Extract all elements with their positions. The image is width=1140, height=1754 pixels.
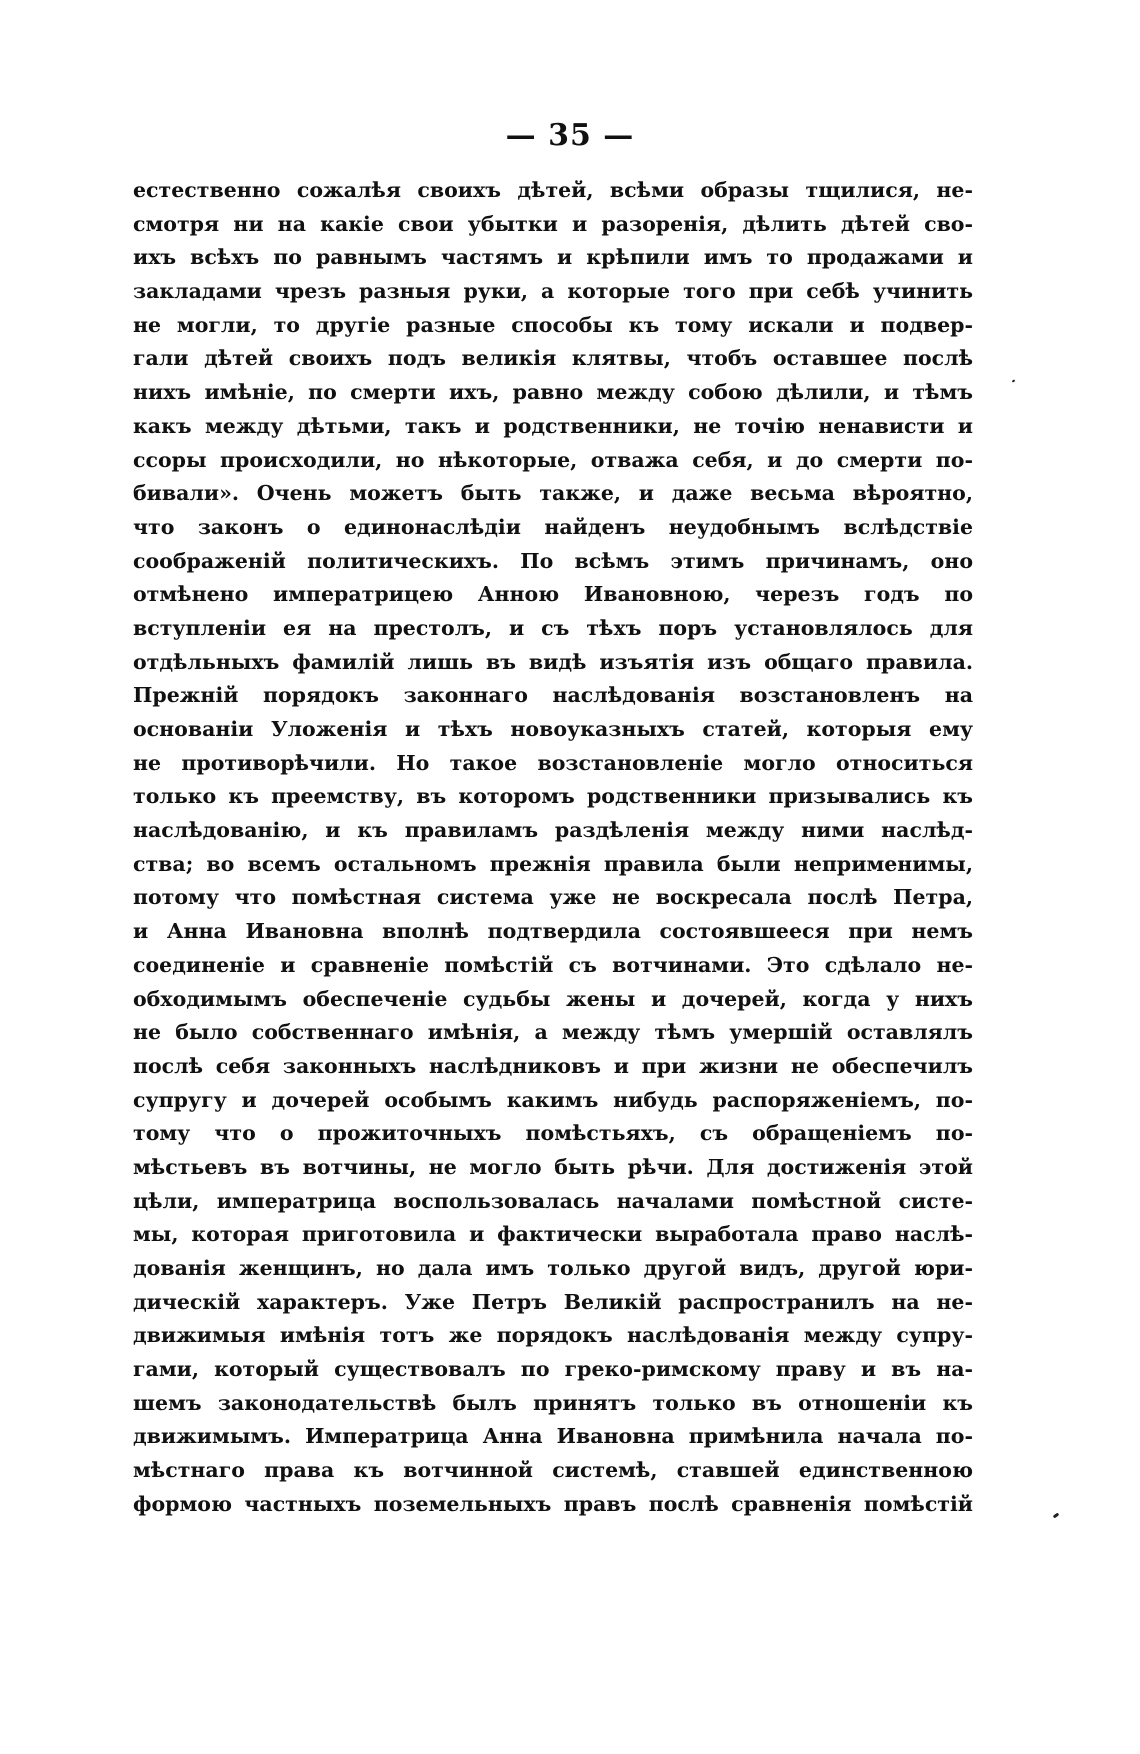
- text-line: движимыя имѣнія тотъ же порядокъ наслѣдованія между супру-: [133, 1323, 973, 1348]
- text-line: основаніи Уложенія и тѣхъ новоуказныхъ статей, которыя ему: [133, 717, 973, 741]
- text-line: супругу и дочерей особымъ какимъ нибудь распоряженіемъ, по-: [133, 1087, 973, 1112]
- text-line: ства; во всемъ остальномъ прежнія правила были неприменимы,: [133, 851, 973, 876]
- text-line: гами, который существовалъ по греко-римскому праву и въ на-: [133, 1357, 973, 1382]
- text-line: соединеніе и сравненіе помѣстій съ вотчинами. Это сдѣлало не-: [133, 952, 973, 977]
- text-line: формою частныхъ поземельныхъ правъ послѣ сравненія помѣстій: [133, 1491, 973, 1516]
- text-line: что законъ о единонаслѣдіи найденъ неудобнымъ вслѣдствіе: [133, 514, 973, 539]
- text-line: естественно сожалѣя своихъ дѣтей, всѣми образы тщилися, не-: [133, 178, 973, 202]
- text-line: дическій характеръ. Уже Петръ Великій распространилъ на не-: [133, 1289, 973, 1314]
- text-line: мѣстьевъ въ вотчины, не могло быть рѣчи. Для достиженія этой: [133, 1154, 973, 1179]
- text-line: вступленіи ея на престолъ, и съ тѣхъ поръ установлялось для: [133, 615, 973, 640]
- text-line: мѣстнаго права къ вотчинной системѣ, ставшей единственною: [133, 1458, 973, 1483]
- text-line: послѣ себя законныхъ наслѣдниковъ и при жизни не обеспечилъ: [133, 1053, 973, 1078]
- text-line: ссоры происходили, но нѣкоторые, отважа себя, и до смерти по-: [133, 447, 973, 472]
- text-line: гали дѣтей своихъ подъ великія клятвы, чтобъ оставшее послѣ: [133, 346, 973, 371]
- text-line: тому что о прожиточныхъ помѣстьяхъ, съ обращеніемъ по-: [133, 1121, 973, 1146]
- text-line: потому что помѣстная система уже не воскресала послѣ Петра,: [133, 885, 973, 910]
- text-line: отдѣльныхъ фамилій лишь въ видѣ изъятія изъ общаго правила.: [133, 649, 973, 674]
- text-line: и Анна Ивановна вполнѣ подтвердила состоявшееся при немъ: [133, 919, 973, 944]
- text-line: не могли, то другіе разные способы къ тому искали и подвер-: [133, 312, 973, 337]
- text-line: наслѣдованію, и къ правиламъ раздѣленія между ними наслѣд-: [133, 818, 973, 843]
- text-line: бивали». Очень можетъ быть также, и даже весьма вѣроятно,: [133, 481, 973, 506]
- text-line: соображеній политическихъ. По всѣмъ этимъ причинамъ, оно: [133, 548, 973, 573]
- body-text: [133, 174, 973, 1522]
- text-line: Прежній порядокъ законнаго наслѣдованія возстановленъ на: [133, 683, 973, 708]
- ink-speck: [1012, 379, 1016, 382]
- text-line: нихъ имѣніе, по смерти ихъ, равно между собою дѣлили, и тѣмъ: [133, 380, 973, 405]
- text-line: смотря ни на какіе свои убытки и разоренія, дѣлить дѣтей сво-: [133, 211, 973, 236]
- text-line: обходимымъ обеспеченіе судьбы жены и дочерей, когда у нихъ: [133, 986, 973, 1011]
- text-line: шемъ законодательствѣ былъ принятъ только въ отношеніи къ: [133, 1390, 973, 1415]
- text-line: только къ преемству, въ которомъ родственники призывались къ: [133, 784, 973, 809]
- text-line: цѣли, императрица воспользовалась началами помѣстной систе-: [133, 1188, 973, 1213]
- text-line: мы, которая приготовила и фактически выработала право наслѣ-: [133, 1222, 973, 1247]
- text-line: дованія женщинъ, но дала имъ только другой видъ, другой юри-: [133, 1256, 973, 1280]
- text-line: движимымъ. Императрица Анна Ивановна примѣнила начала по-: [133, 1424, 973, 1449]
- text-line: не было собственнаго имѣнія, а между тѣмъ умершій оставлялъ: [133, 1020, 973, 1045]
- ink-speck: [1053, 1513, 1060, 1519]
- text-line: ихъ всѣхъ по равнымъ частямъ и крѣпили имъ то продажами и: [133, 245, 973, 270]
- text-line: не противорѣчили. Но такое возстановленіе могло относиться: [133, 750, 973, 775]
- text-line: какъ между дѣтьми, такъ и родственники, не точію ненависти и: [133, 413, 973, 438]
- page-number: — 35 —: [505, 118, 635, 153]
- text-line: отмѣнено императрицею Анною Ивановною, черезъ годъ по: [133, 582, 973, 607]
- text-line: закладами чрезъ разныя руки, а которые того при себѣ учинить: [133, 279, 973, 304]
